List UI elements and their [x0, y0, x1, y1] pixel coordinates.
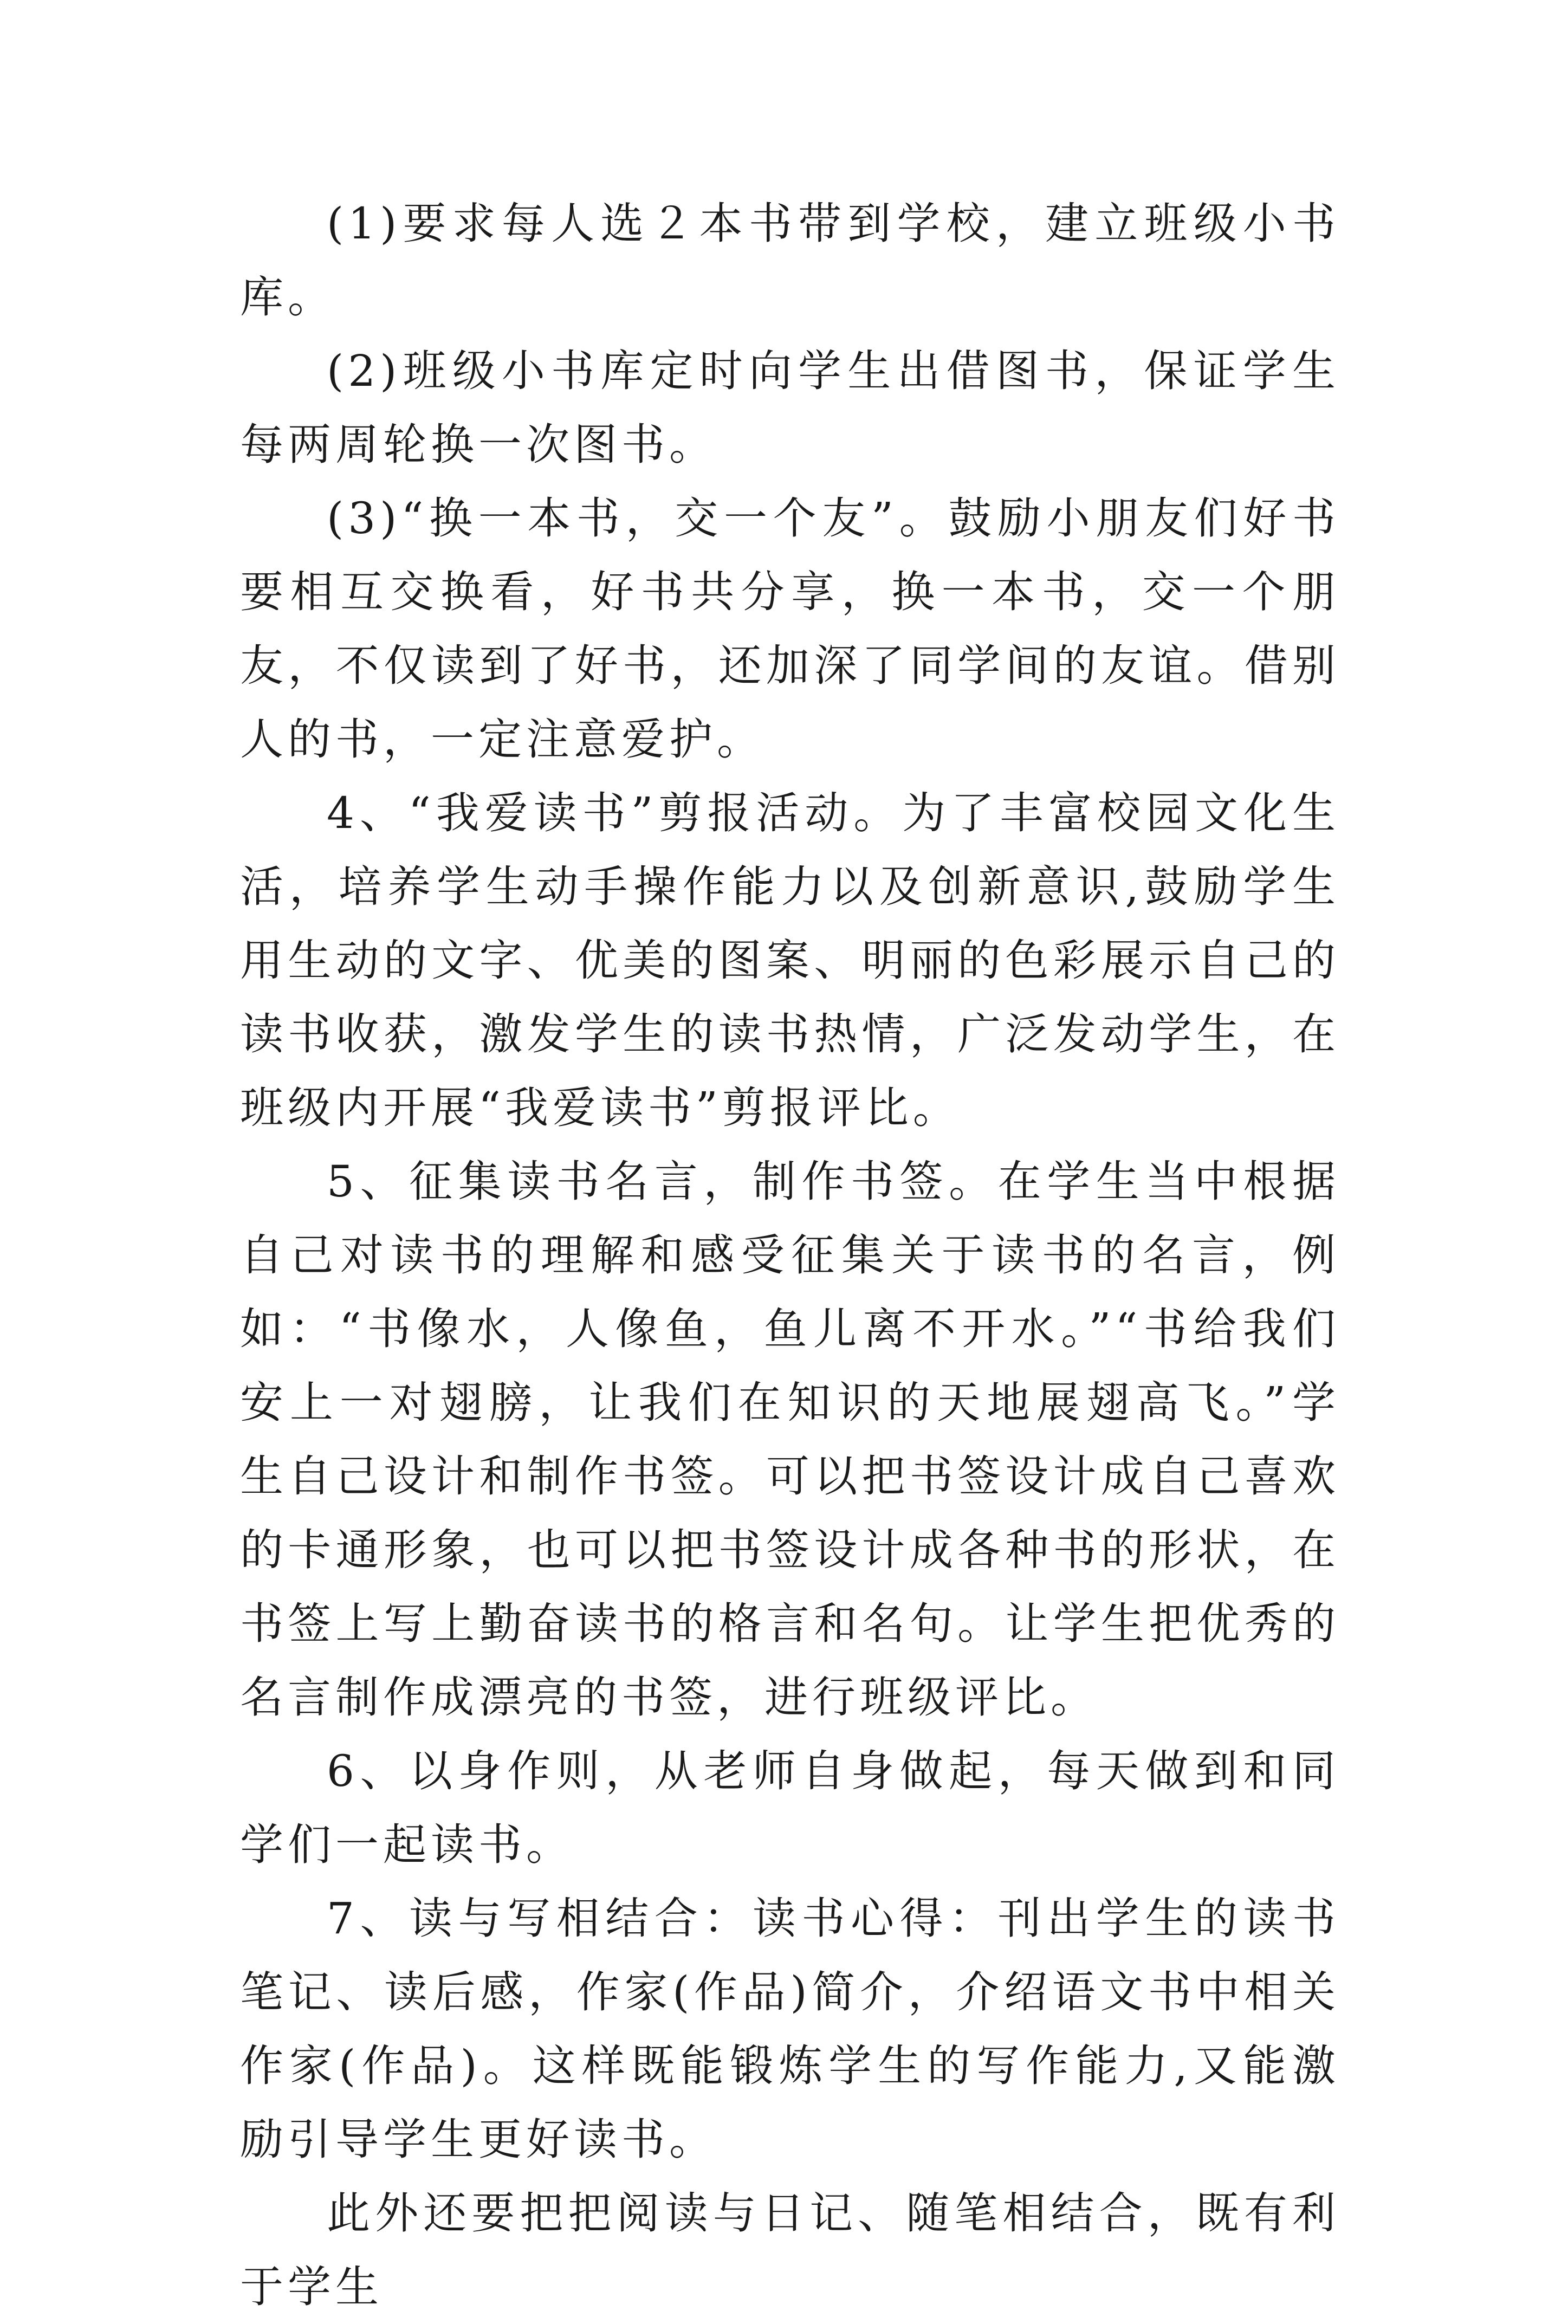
paragraph-2: (2)班级小书库定时向学生出借图书，保证学生每两周轮换一次图书。 — [240, 346, 1340, 470]
paragraph-8: 此外还要把把阅读与日记、随笔相结合，既有利于学生 — [240, 2188, 1340, 2312]
paragraph-5: 5、征集读书名言，制作书签。在学生当中根据自己对读书的理解和感受征集关于读书的名言，例如：“书像水，人像鱼，鱼儿离不开水。”“书给我们安上一对翅膀，让我们在知识的天地展翅高飞。”学生自己设计和制作书签。可以把书签设计成自己喜欢的卡通形象，也可以把书签设计成各种书的形状，在书签上写上勤奋读书的格言和名句。让学生把优秀的名言制作成漂亮的书签，进行班级评比。 — [240, 1156, 1340, 1723]
paragraph-7: 7、读与写相结合：读书心得：刊出学生的读书笔记、读后感，作家(作品)简介，介绍语文书中相关作家(作品)。这样既能锻炼学生的写作能力,又能激励引导学生更好读书。 — [240, 1893, 1340, 2165]
paragraph-3: (3)“换一本书，交一个友”。鼓励小朋友们好书要相互交换看，好书共分享，换一本书，交一个朋友，不仅读到了好书，还加深了同学间的友谊。借别人的书，一定注意爱护。 — [240, 493, 1340, 765]
document-body — [240, 187, 1340, 2324]
paragraph-6: 6、以身作则，从老师自身做起，每天做到和同学们一起读书。 — [240, 1746, 1340, 1870]
paragraph-1: (1)要求每人选２本书带到学校，建立班级小书库。 — [240, 198, 1340, 322]
paragraph-4: 4、“我爱读书”剪报活动。为了丰富校园文化生活，培养学生动手操作能力以及创新意识,鼓励学生用生动的文字、优美的图案、明丽的色彩展示自己的读书收获，激发学生的读书热情，广泛发动学生，在班级内开展“我爱读书”剪报评比。 — [240, 788, 1340, 1133]
